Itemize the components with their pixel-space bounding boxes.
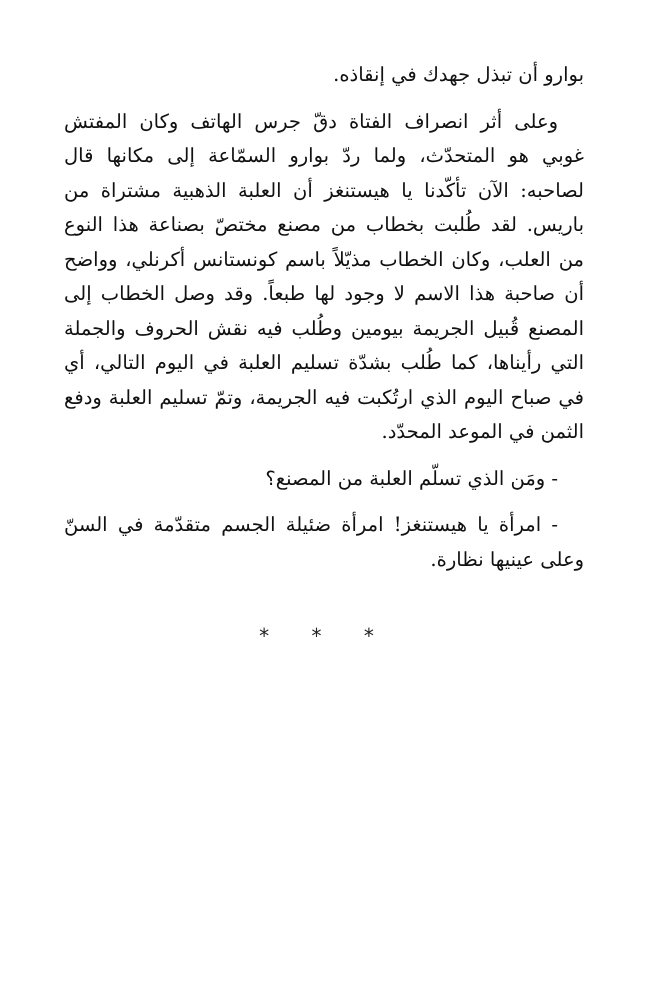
page-text	[64, 58, 584, 589]
text-line: وعلى عينيها نظارة.	[430, 547, 584, 571]
text-line: - ومَن الذي تسلّم العلبة من المصنع؟	[265, 466, 558, 490]
text-line: غوبي هو المتحدّث، ولما ردّ بوارو السمّاعة إلى مكانها قال	[64, 144, 584, 167]
paragraph-2	[64, 105, 584, 450]
text-line: - امرأة يا هيستنغز! امرأة ضئيلة الجسم متقدّمة في السنّ	[64, 513, 558, 536]
text-line: في صباح اليوم الذي ارتُكبت فيه الجريمة، وتمّ تسليم العلبة ودفع	[64, 385, 584, 409]
text-line: أن صاحبة هذا الاسم لا وجود لها طبعاً. وقد وصل الخطاب إلى	[64, 282, 584, 305]
text-line: باريس. لقد طُلبت بخطاب من مصنع مختصّ بصناعة هذا النوع	[64, 213, 584, 236]
section-separator: * * *	[259, 624, 392, 648]
text-line: من العلب، وكان الخطاب مذيّلاً باسم كونستانس أكرنلي، وواضح	[64, 247, 584, 271]
paragraph-4	[64, 508, 584, 577]
text-line: بوارو أن تبذل جهدك في إنقاذه.	[333, 63, 584, 86]
text-line: الثمن في الموعد المحدّد.	[381, 420, 584, 443]
text-line: التي رأيناها، كما طُلب بشدّة تسليم العلبة في اليوم التالي، أي	[64, 351, 584, 374]
paragraph-3	[64, 462, 584, 497]
text-line: وعلى أثر انصراف الفتاة دقّ جرس الهاتف وكان المفتش	[64, 109, 558, 133]
text-line: المصنع قُبيل الجريمة بيومين وطُلب فيه نقش الحروف والجملة	[64, 316, 584, 340]
text-line: لصاحبه: الآن تأكّدنا يا هيستنغز أن العلبة الذهبية مشتراة من	[64, 178, 584, 202]
paragraph-1	[64, 58, 584, 93]
